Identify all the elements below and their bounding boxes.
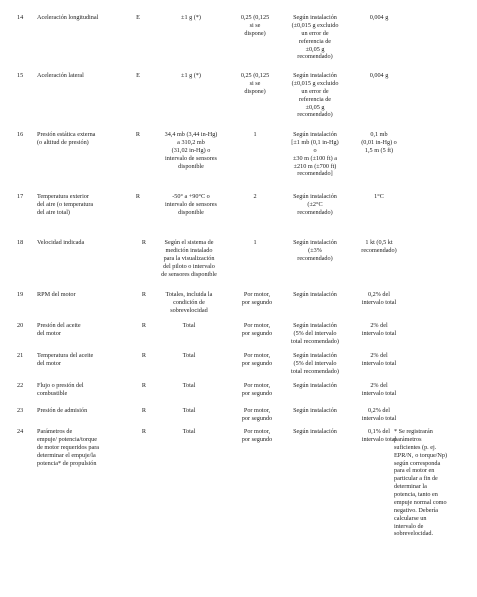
row-17-measurement-range (152, 193, 230, 217)
row-number-line: 22 (17, 382, 24, 389)
accuracy-limits-line: referencia de (298, 37, 332, 45)
sampling-interval-line: 0,25 (0,125 (240, 14, 270, 21)
accuracy-limits-line: (5% del intervalo (293, 329, 337, 337)
measurement-range-line: medición instalado (165, 246, 213, 254)
category-line: R (141, 322, 147, 329)
sampling-interval-line: por segundo (241, 329, 273, 337)
row-21-parameter-name (37, 352, 137, 368)
remarks-line: parámetros (394, 435, 422, 443)
accuracy-limits-line: (±2°C (307, 200, 323, 208)
row-22-row-number (17, 382, 37, 390)
measurement-range-line: condición de (173, 298, 205, 306)
sampling-interval-line: 0,25 (0,125 (240, 72, 270, 79)
row-15-row-number (17, 72, 37, 80)
row-14-measurement-range (152, 14, 230, 22)
accuracy-limits-line: ±30 m (±100 ft) a (293, 154, 337, 162)
row-15-measurement-range (152, 72, 230, 80)
row-14-parameter-name (37, 14, 137, 22)
row-17-sampling-interval (230, 193, 280, 201)
measurement-range-line: ±1 g (*) (181, 14, 201, 21)
remarks-line: empuje normal como (394, 498, 447, 506)
accuracy-limits-line: referencia de (298, 95, 332, 103)
row-22-accuracy-limits (275, 382, 355, 390)
category-line: R (141, 291, 147, 298)
sampling-interval-line: Por motor, (243, 352, 271, 359)
row-18-parameter-name (37, 239, 137, 247)
remarks-line: negativo. Debería (394, 506, 438, 514)
measurement-range-line: del piloto o intervalo (163, 262, 215, 270)
row-18-measurement-range (150, 239, 228, 278)
accuracy-limits-line: recomendado) (297, 208, 333, 216)
row-22-recording-resolution (350, 382, 408, 398)
row-number-line: 23 (17, 407, 24, 414)
row-23-recording-resolution (350, 407, 408, 423)
accuracy-limits-line: Según instalación (293, 407, 337, 414)
recording-resolution-line: 0,2% del (368, 407, 390, 414)
accuracy-limits-line: recomendado) (297, 53, 333, 61)
row-24-row-number (17, 428, 37, 436)
category-line: R (135, 131, 141, 138)
category-line: R (135, 193, 141, 200)
parameter-name-line: del aire (o temperatura (37, 200, 94, 208)
accuracy-limits-line: Según instalación (293, 428, 337, 435)
accuracy-limits-line: Según instalación (293, 291, 337, 298)
recording-resolution-line: 0,1 mb (370, 131, 388, 138)
parameter-name-line: del motor (37, 329, 61, 337)
recording-resolution-line: intervalo total (361, 359, 397, 367)
sampling-interval-line: 1 (253, 131, 257, 138)
accuracy-limits-line: Según instalación (293, 14, 337, 21)
sampling-interval-line: por segundo (241, 414, 273, 422)
row-24-parameter-name (37, 428, 137, 467)
accuracy-limits-line: un error de (301, 87, 329, 95)
measurement-range-line: Totales, incluida la (165, 291, 213, 298)
parameter-name-line: potencia* de propulsión (37, 459, 97, 467)
remarks-line: EPR/N₁ o torque/Np) (394, 451, 448, 459)
sampling-interval-line: Por motor, (243, 382, 271, 389)
row-18-recording-resolution (350, 239, 408, 255)
parameter-name-line: Flujo o presión del (37, 382, 84, 389)
recording-resolution-line: 0,2% del (368, 291, 390, 298)
recording-resolution-line: 1°C (374, 193, 384, 200)
row-15-category (126, 72, 150, 80)
row-21-measurement-range (150, 352, 228, 360)
row-22-measurement-range (150, 382, 228, 390)
row-14-row-number (17, 14, 37, 22)
remarks-line: calcularse un (394, 514, 427, 522)
row-17-category (126, 193, 150, 201)
measurement-range-line: a 310,2 mb (177, 138, 205, 146)
accuracy-limits-line: ±210 m (±700 ft) (293, 162, 337, 170)
parameter-name-line: empuje/ potencia/torque (37, 435, 97, 443)
row-19-accuracy-limits (275, 291, 355, 299)
row-number-line: 17 (17, 193, 24, 200)
remarks-line: para el motor en (394, 467, 435, 475)
accuracy-limits-line: (±0,015 g excluido (291, 21, 339, 29)
row-23-accuracy-limits (275, 407, 355, 415)
row-20-accuracy-limits (275, 322, 355, 346)
sampling-interval-line: Por motor, (243, 407, 271, 414)
remarks-line: potencia, tanto en (394, 491, 438, 498)
remarks-line: suficientes (p. ej. (394, 443, 437, 451)
sampling-interval-line: por segundo (241, 298, 273, 306)
recording-resolution-line: intervalo total (361, 435, 397, 443)
measurement-range-line: disponible (178, 208, 204, 216)
parameter-name-line: combustible (37, 389, 68, 397)
row-19-row-number (17, 291, 37, 299)
measurement-range-line: Total (182, 352, 196, 359)
recording-resolution-line: intervalo total (361, 298, 397, 306)
remarks-line: según corresponda (394, 459, 441, 467)
parameter-name-line: determinar el empuje/la (37, 451, 96, 459)
remarks-line: particular a fin de (394, 475, 438, 483)
measurement-range-line: Según el sistema de (164, 239, 214, 246)
row-19-parameter-name (37, 291, 137, 299)
parameter-name-line: de motor requeridos para (37, 443, 100, 451)
row-20-recording-resolution (350, 322, 408, 338)
accuracy-limits-line: ±0,05 g (305, 45, 325, 53)
row-19-recording-resolution (350, 291, 408, 307)
category-line: R (141, 239, 147, 246)
row-14-accuracy-limits (275, 14, 355, 61)
parameter-name-line: del aire total) (37, 208, 70, 216)
accuracy-limits-line: ±0,05 g (305, 103, 325, 111)
row-15-recording-resolution (350, 72, 408, 80)
recording-resolution-line: intervalo total (361, 329, 397, 337)
category-line: E (136, 72, 140, 79)
row-23-row-number (17, 407, 37, 415)
row-18-accuracy-limits (275, 239, 355, 263)
sampling-interval-line: por segundo (241, 389, 273, 397)
accuracy-limits-line: recomendado) (297, 111, 333, 119)
category-line: R (141, 428, 147, 435)
accuracy-limits-line: Según instalación (293, 352, 337, 359)
accuracy-limits-line: un error de (301, 29, 329, 37)
row-number-line: 18 (17, 239, 24, 246)
row-24-remarks (394, 428, 474, 538)
row-21-recording-resolution (350, 352, 408, 368)
measurement-range-line: disponible (178, 162, 204, 170)
recording-resolution-line: 2% del (370, 382, 388, 389)
row-number-line: 24 (17, 428, 24, 435)
sampling-interval-line: si se (249, 21, 261, 29)
remarks-line: intervalo de (394, 522, 424, 530)
parameter-name-line: Parámetros de (37, 428, 73, 435)
sampling-interval-line: por segundo (241, 359, 273, 367)
row-17-parameter-name (37, 193, 137, 217)
row-21-accuracy-limits (275, 352, 355, 376)
accuracy-limits-line: total recomendado) (291, 367, 339, 375)
measurement-range-line: (31,02 in-Hg) o (171, 146, 211, 154)
measurement-range-line: intervalo de sensores (165, 200, 217, 208)
accuracy-limits-line: Según instalación (293, 239, 337, 246)
row-number-line: 20 (17, 322, 24, 329)
row-16-measurement-range (152, 131, 230, 170)
row-18-sampling-interval (230, 239, 280, 247)
remarks-line: determinar la (394, 483, 427, 491)
row-14-sampling-interval (230, 14, 280, 38)
row-number-line: 21 (17, 352, 24, 359)
row-number-line: 16 (17, 131, 24, 138)
sampling-interval-line: por segundo (241, 435, 273, 443)
measurement-range-line: intervalo de sensores (165, 154, 217, 162)
sampling-interval-line: Por motor, (243, 428, 271, 435)
recording-resolution-line: intervalo total (361, 389, 397, 397)
row-number-line: 14 (17, 14, 24, 21)
sampling-interval-line: 2 (253, 193, 257, 200)
accuracy-limits-line: total recomendado) (291, 337, 339, 345)
row-16-category (126, 131, 150, 139)
accuracy-limits-line: Según instalación (293, 382, 337, 389)
remarks-line: * Se registrarán (394, 428, 433, 435)
recording-resolution-line: recomendado) (361, 246, 397, 254)
row-16-accuracy-limits (275, 131, 355, 178)
parameter-name-line: RPM del motor (37, 291, 76, 298)
parameter-name-line: (o altitud de presión) (37, 138, 89, 146)
remarks-line: sobrevelocidad. (394, 530, 434, 538)
recording-resolution-line: 2% del (370, 352, 388, 359)
accuracy-limits-line: Según instalación (293, 322, 337, 329)
row-21-row-number (17, 352, 37, 360)
sampling-interval-line: dispone) (244, 29, 266, 37)
parameter-name-line: Presión del aceite (37, 322, 81, 329)
sampling-interval-line: Por motor, (243, 291, 271, 298)
category-line: R (141, 382, 147, 389)
accuracy-limits-line: Según instalación (293, 131, 337, 138)
parameter-name-line: Aceleración lateral (37, 72, 84, 79)
row-number-line: 19 (17, 291, 24, 298)
accuracy-limits-line: recomendado] (297, 170, 333, 178)
measurement-range-line: Total (182, 428, 196, 435)
accuracy-limits-line: o (313, 146, 317, 154)
row-17-row-number (17, 193, 37, 201)
accuracy-limits-line: [±1 mb (0,1 in-Hg) (291, 138, 339, 146)
row-16-recording-resolution (350, 131, 408, 155)
row-15-parameter-name (37, 72, 137, 80)
measurement-range-line: Total (182, 407, 196, 414)
row-16-sampling-interval (230, 131, 280, 139)
measurement-range-line: -50° a +90°C o (172, 193, 210, 200)
category-line: R (141, 407, 147, 414)
row-20-measurement-range (150, 322, 228, 330)
measurement-range-line: para la visualización (163, 254, 215, 262)
recording-resolution-line: 1,5 m (5 ft) (364, 146, 394, 154)
parameter-name-line: Presión estática externa (37, 131, 96, 138)
category-line: E (136, 14, 140, 21)
sampling-interval-line: dispone) (244, 87, 266, 95)
row-24-accuracy-limits (275, 428, 355, 436)
recording-resolution-line: 0,004 g (369, 14, 389, 21)
measurement-range-line: 34,4 mb (3,44 in-Hg) (164, 131, 218, 138)
measurement-range-line: Total (182, 382, 196, 389)
parameter-name-line: del motor (37, 359, 61, 367)
row-19-measurement-range (150, 291, 228, 315)
row-14-recording-resolution (350, 14, 408, 22)
row-18-row-number (17, 239, 37, 247)
measurement-range-line: de sensores disponible (161, 270, 217, 278)
row-15-sampling-interval (230, 72, 280, 96)
row-20-row-number (17, 322, 37, 330)
row-24-measurement-range (150, 428, 228, 436)
recording-resolution-line: intervalo total (361, 414, 397, 422)
measurement-range-line: Total (182, 322, 196, 329)
row-22-parameter-name (37, 382, 137, 398)
row-17-accuracy-limits (275, 193, 355, 217)
sampling-interval-line: si se (249, 79, 261, 87)
parameter-name-line: Aceleración longitudinal (37, 14, 99, 21)
measurement-range-line: ±1 g (*) (181, 72, 201, 79)
row-15-accuracy-limits (275, 72, 355, 119)
measurement-range-line: sobrevelocidad (170, 306, 208, 314)
row-number-line: 15 (17, 72, 24, 79)
recording-resolution-line: 2% del (370, 322, 388, 329)
accuracy-limits-line: (±0,015 g excluido (291, 79, 339, 87)
parameter-name-line: Temperatura del aceite (37, 352, 94, 359)
recording-resolution-line: 1 kt (0,5 kt (365, 239, 393, 246)
accuracy-limits-line: recomendado) (297, 254, 333, 262)
row-17-recording-resolution (350, 193, 408, 201)
row-23-parameter-name (37, 407, 137, 415)
parameter-name-line: Presión de admisión (37, 407, 88, 414)
row-20-parameter-name (37, 322, 137, 338)
accuracy-limits-line: (±3% (308, 246, 322, 254)
recording-resolution-line: 0,1% del (368, 428, 390, 435)
row-14-category (126, 14, 150, 22)
accuracy-limits-line: (5% del intervalo (293, 359, 337, 367)
accuracy-limits-line: Según instalación (293, 72, 337, 79)
parameter-name-line: Temperatura exterior (37, 193, 89, 200)
recording-resolution-line: (0,01 in-Hg) o (361, 138, 397, 146)
recording-resolution-line: 0,004 g (369, 72, 389, 79)
row-23-measurement-range (150, 407, 228, 415)
sampling-interval-line: Por motor, (243, 322, 271, 329)
parameter-name-line: Velocidad indicada (37, 239, 85, 246)
accuracy-limits-line: Según instalación (293, 193, 337, 200)
sampling-interval-line: 1 (253, 239, 257, 246)
category-line: R (141, 352, 147, 359)
row-16-row-number (17, 131, 37, 139)
row-16-parameter-name (37, 131, 137, 147)
